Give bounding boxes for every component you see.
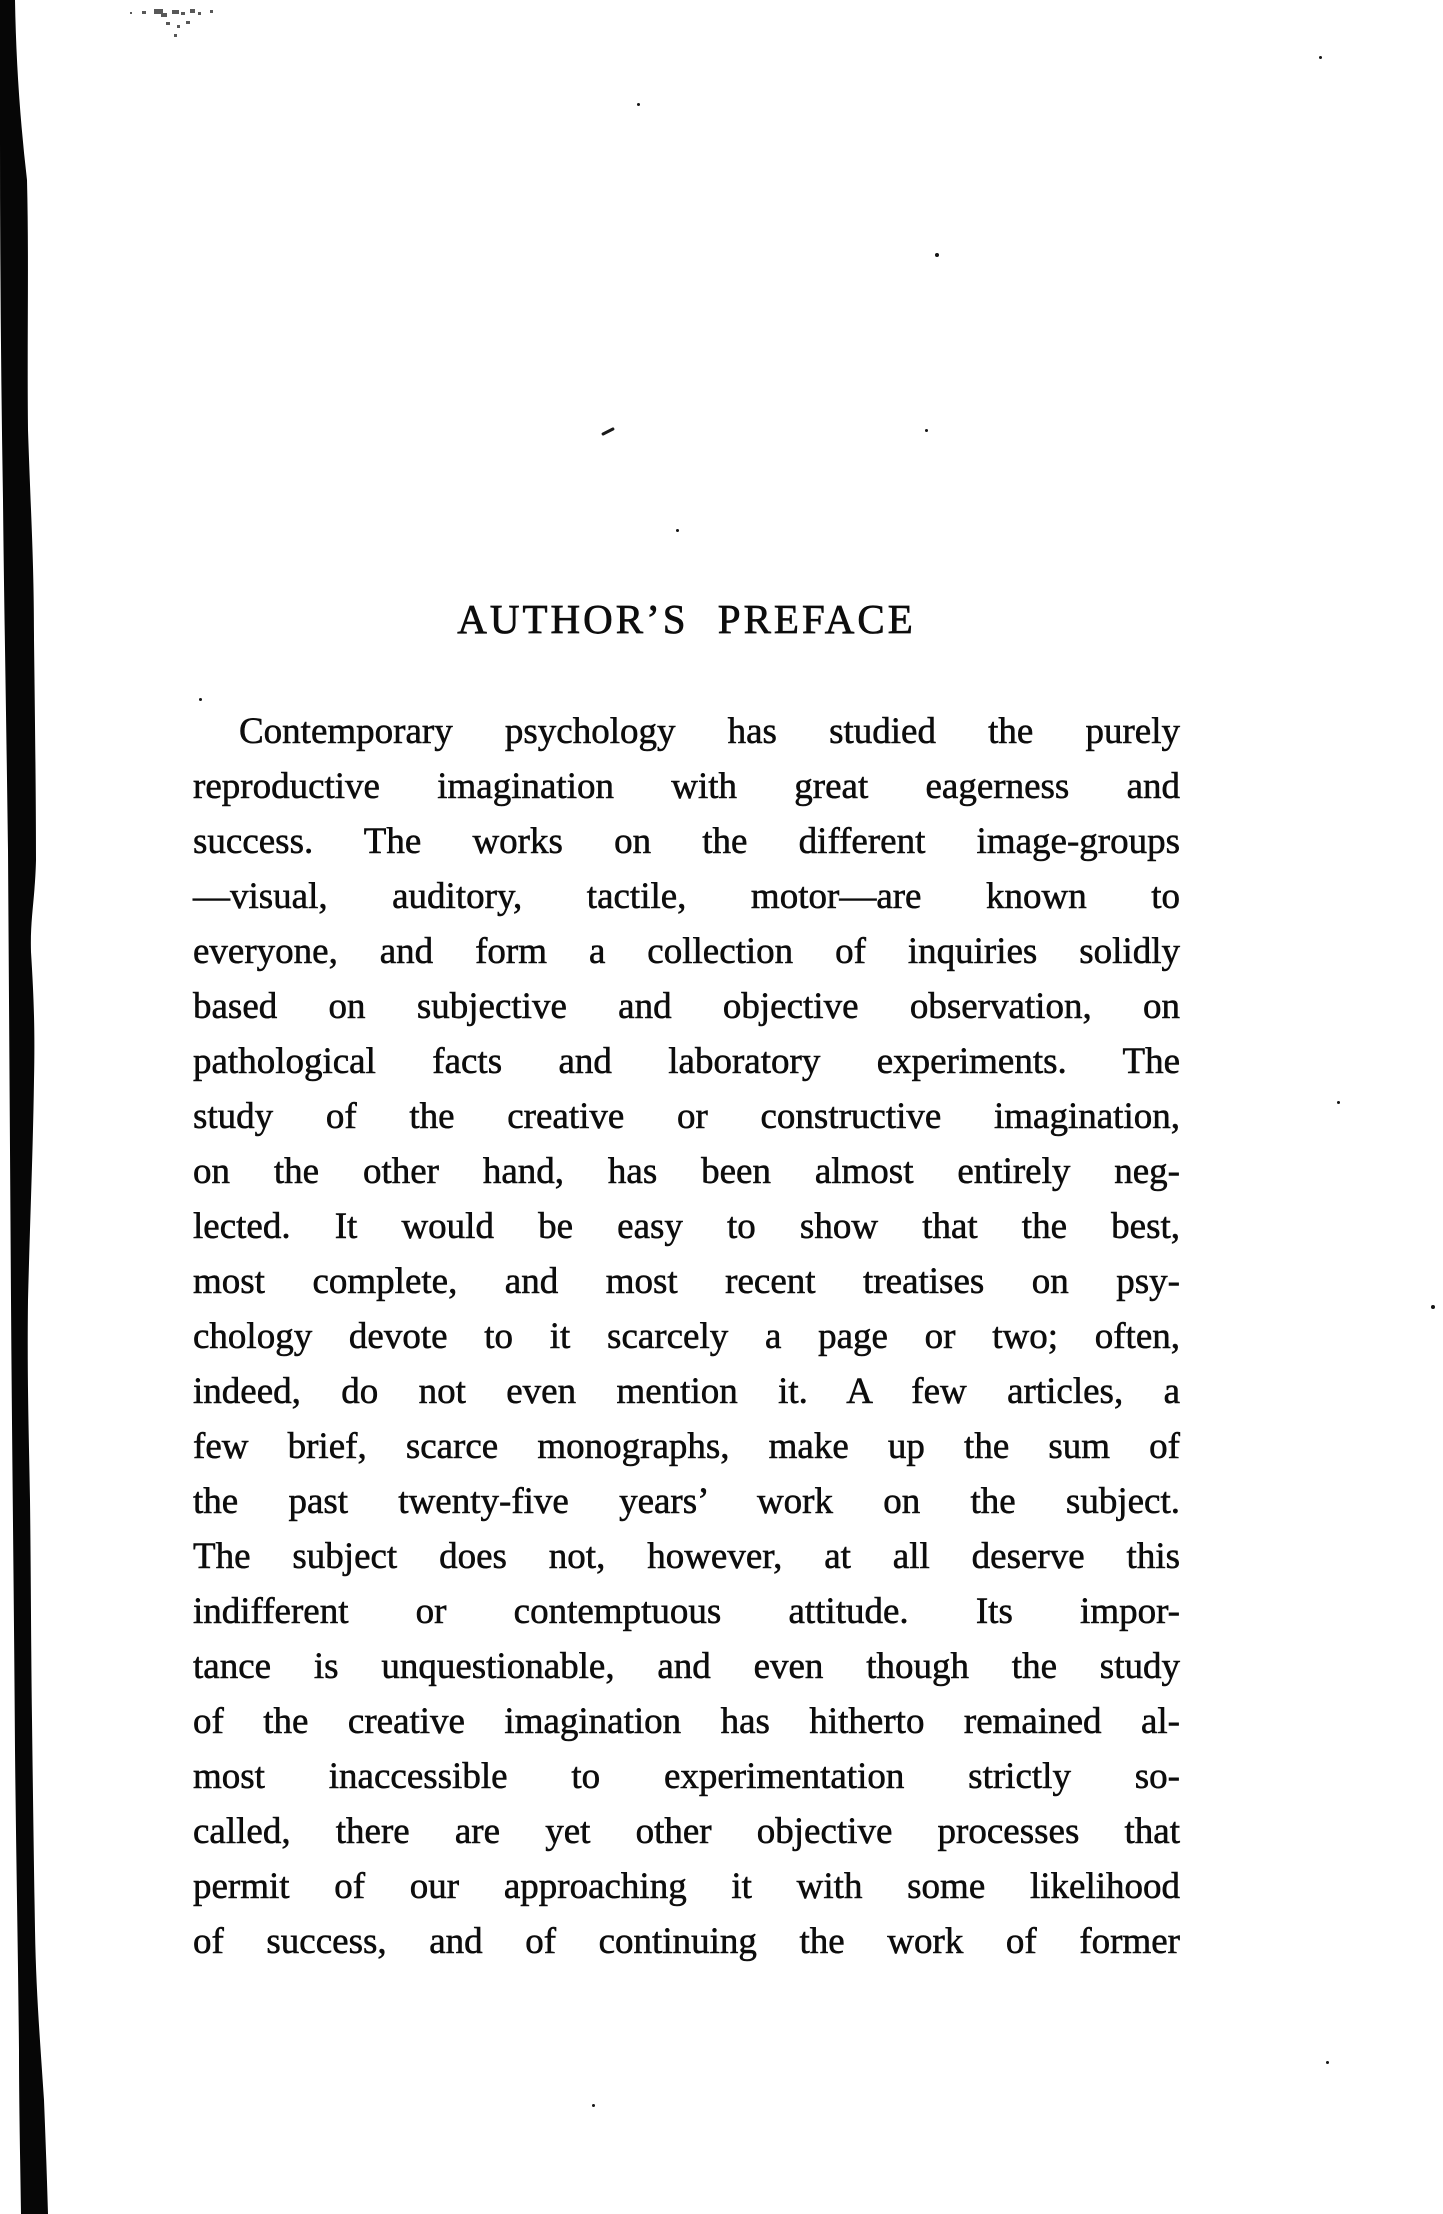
- text-line: everyone, and form a collection of inquiries solidly: [193, 931, 1180, 972]
- ink-speck: [1431, 1305, 1435, 1309]
- text-line: permit of our approaching it with some likelihood: [193, 1866, 1180, 1907]
- text-line: tance is unquestionable, and even though the study: [193, 1646, 1180, 1687]
- ink-speck: [1337, 1101, 1340, 1104]
- text-line: few brief, scarce monographs, make up the sum of: [193, 1426, 1180, 1467]
- text-line: pathological facts and laboratory experiments. The: [193, 1041, 1180, 1082]
- text-line: —visual, auditory, tactile, motor—are known to: [193, 876, 1180, 917]
- text-line: lected. It would be easy to show that the best,: [193, 1206, 1180, 1247]
- ink-dash-mark: [601, 427, 615, 436]
- text-line: called, there are yet other objective processes that: [193, 1811, 1180, 1852]
- text-line: of success, and of continuing the work of former: [193, 1921, 1180, 1962]
- page-title: AUTHOR’S PREFACE: [457, 596, 916, 642]
- ink-speck: [199, 698, 202, 701]
- text-line: most inaccessible to experimentation strictly so-: [193, 1756, 1180, 1797]
- ink-speck: [592, 2104, 595, 2107]
- text-line: reproductive imagination with great eagerness and: [193, 766, 1180, 807]
- text-line: the past twenty-five years’ work on the subject.: [193, 1481, 1180, 1522]
- text-line: success. The works on the different image-groups: [193, 821, 1180, 862]
- text-line: based on subjective and objective observation, on: [193, 986, 1180, 1027]
- ink-speck: [935, 253, 939, 257]
- ink-speck: [925, 429, 928, 432]
- text-line: indeed, do not even mention it. A few articles, a: [193, 1371, 1180, 1412]
- text-line: most complete, and most recent treatises on psy-: [193, 1261, 1180, 1302]
- ink-speck: [676, 529, 679, 532]
- text-line: The subject does not, however, at all deserve this: [193, 1536, 1180, 1577]
- ink-speck: [1326, 2061, 1329, 2064]
- ink-speck: [637, 103, 640, 106]
- text-line: of the creative imagination has hitherto remained al-: [193, 1701, 1180, 1742]
- pencil-scribble: [128, 2, 238, 46]
- preface-paragraph: [193, 704, 1180, 1969]
- ink-speck: [1319, 56, 1322, 59]
- text-line: on the other hand, has been almost entirely neg-: [193, 1151, 1180, 1192]
- text-line: study of the creative or constructive imagination,: [193, 1096, 1180, 1137]
- text-line: indifferent or contemptuous attitude. Its impor-: [193, 1591, 1180, 1632]
- text-line: chology devote to it scarcely a page or two; often,: [193, 1316, 1180, 1357]
- spine-shadow-artifact: [0, 0, 60, 2214]
- text-line: Contemporary psychology has studied the purely: [239, 711, 1180, 752]
